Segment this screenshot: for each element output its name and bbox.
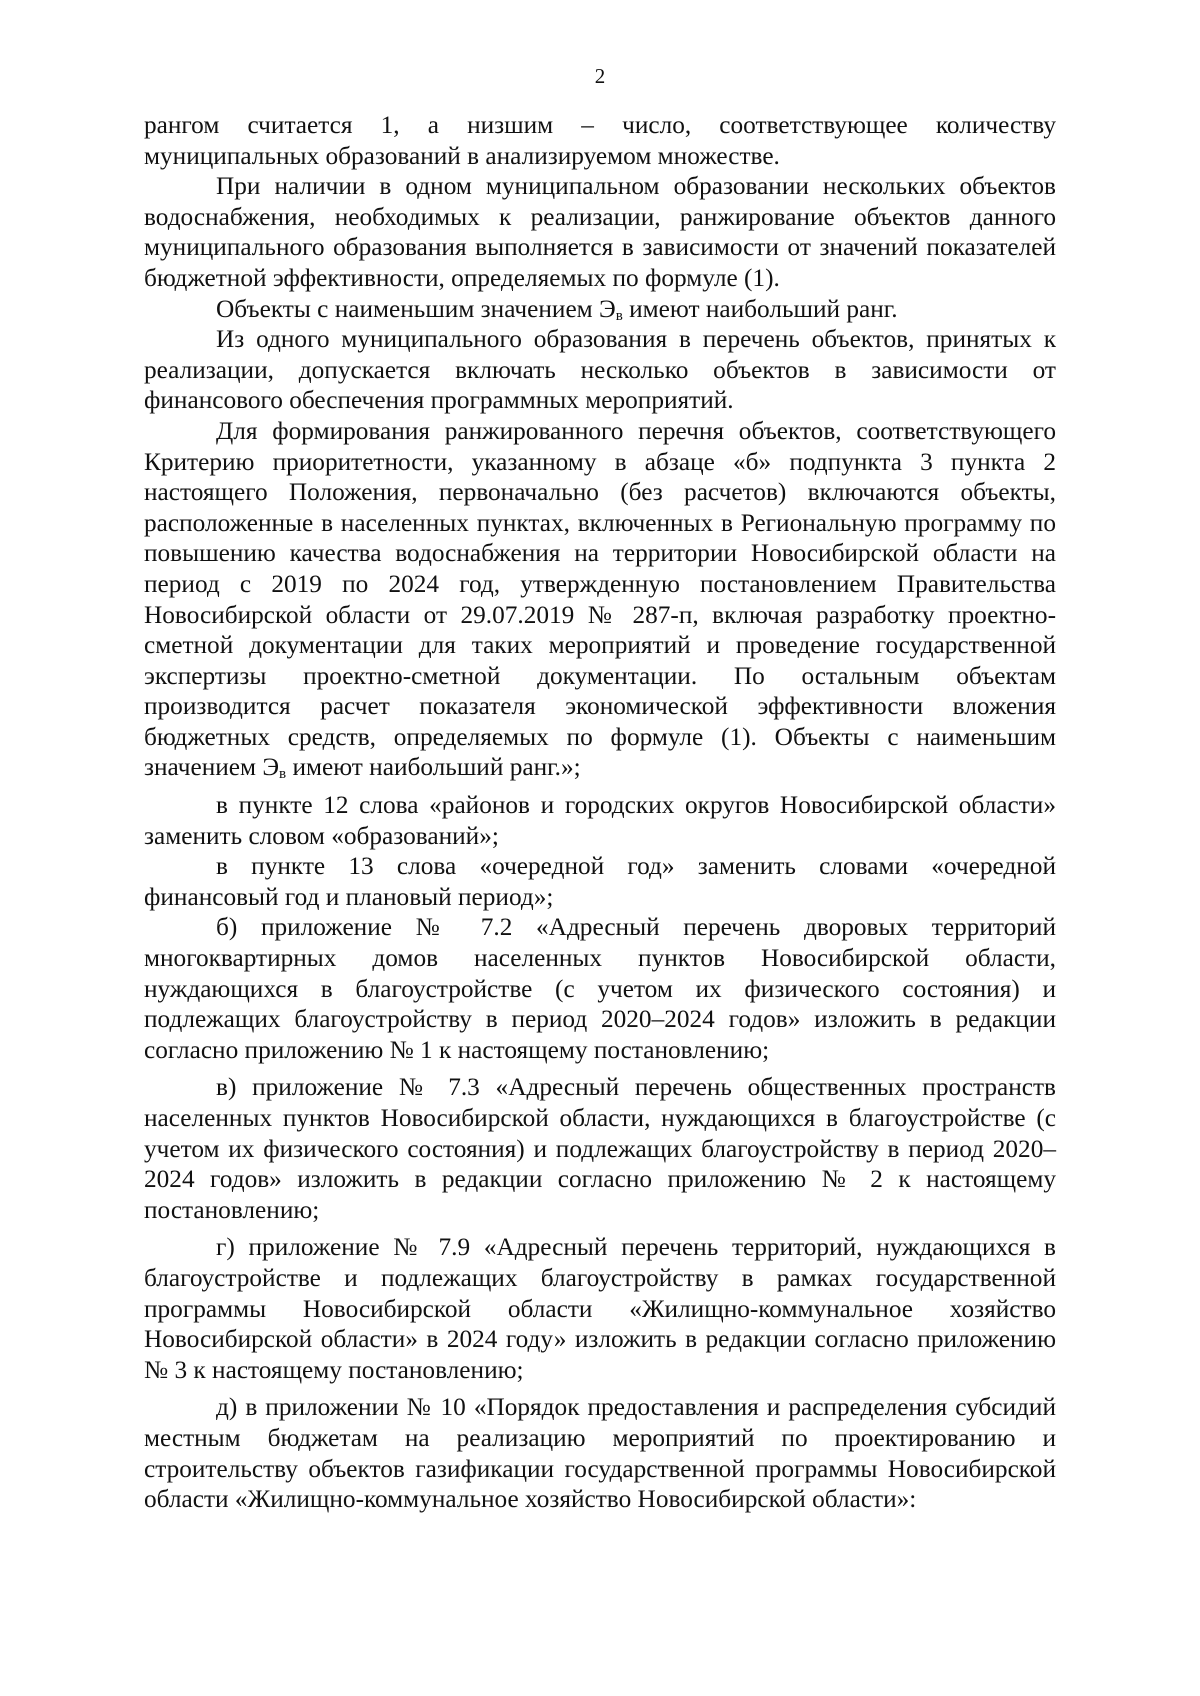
paragraph-appendix-10: д) в приложении № 10 «Порядок предоставления и распределения субсидий местным бюджетам на реализацию мероприятий по проектированию и строительству объектов газификации государственной программы Новосибирской области «Жилищно-коммунальное хозяйство Новосибирской области»: bbox=[144, 1393, 1056, 1514]
paragraph-lowest-value-rank bbox=[144, 294, 1056, 325]
paragraph-point-12: в пункте 12 слова «районов и городских округов Новосибирской области» заменить словом «образований»; bbox=[144, 791, 1056, 850]
paragraph-appendix-7-9: г) приложение № 7.9 «Адресный перечень территорий, нуждающихся в благоустройстве и подлежащих благоустройству в рамках государственной программы Новосибирской области «Жилищно-коммунальное хозяйство Новосибирской области» в 2024 году» изложить в редакции согласно приложению № 3 к настоящему постановлению; bbox=[144, 1233, 1056, 1384]
paragraph-water-objects-ranking: При наличии в одном муниципальном образовании нескольких объектов водоснабжения, необходимых к реализации, ранжирование объектов данного муниципального образования выполняется в зависимости от значений показателей бюджетной эффективности, определяемых по формуле (1). bbox=[144, 172, 1056, 292]
subscript-v: в bbox=[279, 766, 287, 783]
paragraph-text: Для формирования ранжированного перечня объектов, соответствующего Критерию приоритетности, указанному в абзаце «б» подпункта 3 пункта 2 настоящего Положения, первоначально (без расчетов) включаются объекты, расположенные в населенных пунктах, включенных в Региональную программу по повышению качества водоснабжения на территории Новосибирской области на период с 2019 по 2024 год, утвержденную постановлением Правительства Новосибирской области от 29.07.2019 № 287-п, включая разработку проектно-сметной документации для таких мероприятий и проведение государственной экспертизы проектно-сметной документации. По остальным объектам производится расчет показателя экономической эффективности вложения бюджетных средств, определяемых по формуле (1). Объекты с наименьшим значением Э bbox=[144, 416, 1056, 782]
paragraph-appendix-7-3: в) приложение № 7.3 «Адресный перечень общественных пространств населенных пунктов Новосибирской области, нуждающихся в благоустройстве (с учетом их физического состояния) и подлежащих благоустройству в период 2020–2024 годов» изложить в редакции согласно приложению № 2 к настоящему постановлению; bbox=[144, 1073, 1056, 1224]
paragraph-point-13: в пункте 13 слова «очередной год» заменить словами «очередной финансовый год и плановый период»; bbox=[144, 852, 1056, 911]
subscript-v: в bbox=[615, 307, 623, 324]
paragraph-ranked-list-formation bbox=[144, 416, 1056, 783]
paragraph-text: Объекты с наименьшим значением Э bbox=[216, 294, 616, 323]
paragraph-appendix-7-2: б) приложение № 7.2 «Адресный перечень дворовых территорий многоквартирных домов населенных пунктов Новосибирской области, нуждающихся в благоустройстве (с учетом их физического состояния) и подлежащих благоустройству в период 2020–2024 годов» изложить в редакции согласно приложению № 1 к настоящему постановлению; bbox=[144, 913, 1056, 1064]
paragraph-text: имеют наибольший ранг. bbox=[622, 294, 898, 323]
paragraph-rank-continuation: рангом считается 1, а низшим – число, соответствующее количеству муниципальных образований в анализируемом множестве. bbox=[144, 111, 1056, 170]
paragraph-multiple-objects: Из одного муниципального образования в перечень объектов, принятых к реализации, допускается включать несколько объектов в зависимости от финансового обеспечения программных мероприятий. bbox=[144, 325, 1056, 415]
document-body bbox=[144, 110, 1056, 1515]
paragraph-text: имеют наибольший ранг.»; bbox=[286, 753, 581, 782]
page-number: 2 bbox=[594, 64, 606, 88]
